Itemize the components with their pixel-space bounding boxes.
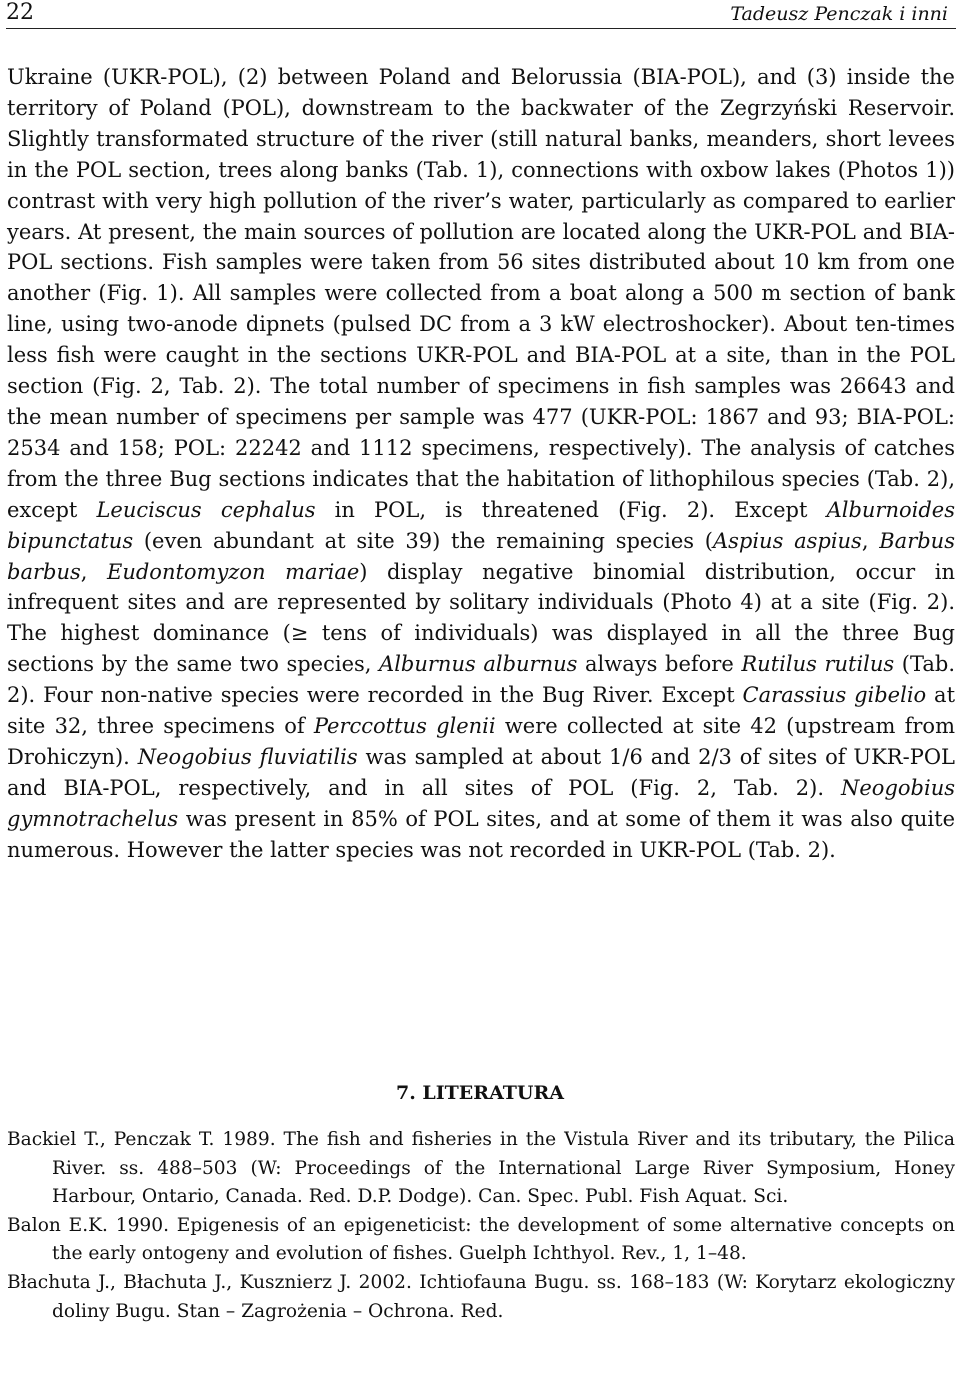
body-text-run: was present in 85% of POL sites, and at some of them it was also quite numerous. However the latter species was not recorded in UKR-POL (Tab. 2). [7, 806, 955, 862]
species-name: Perccottus glenii [313, 714, 496, 739]
species-name: Neogobius fluviatilis [137, 744, 358, 769]
species-name: Rutilus rutilus [741, 652, 895, 677]
body-text-run: , [80, 559, 107, 584]
species-name: Aspius aspius [712, 528, 862, 553]
body-text-run: was sampled at about 1/6 and 2/3 of sites of UKR-POL and BIA-POL, respectively, and in all sites of POL (Fig. 2, Tab. 2). [7, 744, 955, 800]
running-header [6, 0, 956, 29]
body-text-run: (even abundant at site 39) the remaining species ( [133, 528, 713, 553]
species-name: Carassius gibelio [742, 683, 927, 708]
species-name: Barbus barbus [7, 528, 955, 584]
body-text-run: were collected at site 42 (upstream from Drohiczyn). [7, 714, 955, 769]
section-heading: 7. LITERATURA [395, 1082, 565, 1104]
body-paragraph [7, 62, 955, 866]
reference-item: Backiel T., Penczak T. 1989. The fish and fisheries in the Vistula River and its tributary, the Pilica River. ss. 488–503 (W: Proceedings of the International Large River Symposium, Honey Harbour, Ontario, Canada. Red. D.P. Dodge). Can. Spec. Publ. Fish Aquat. Sci. [7, 1129, 955, 1208]
body-text-run: (Tab. 2). Four non-native species were recorded in the Bug River. Except [7, 652, 956, 708]
body-text-run: , [861, 528, 880, 553]
body-text-run: always before [577, 652, 742, 677]
reference-item: Balon E.K. 1990. Epigenesis of an epigeneticist: the development of some alternative concepts on the early ontogeny and evolution of fishes. Guelph Ichthyol. Rev., 1, 1–48. [7, 1214, 955, 1265]
body-text-run: at site 32, three specimens of [7, 683, 956, 739]
species-name: Leuciscus cephalus [96, 497, 316, 522]
body-text-run: Ukraine (UKR-POL), (2) between Poland and Belorussia (BIA-POL), and (3) inside the territory of Poland (POL), downstream to the backwater of the Zegrzyński Reservoir. Slightly transformated structure of the river (still natural banks, meanders, short levees in the POL section, trees along banks (Tab. 1), connections with oxbow lakes (Photos 1)) contrast with very high pollution of the river’s water, particularly as compared to earlier years. At present, the main sources of pollution are located along the UKR-POL and BIA-POL sections. Fish samples were taken from 56 sites distributed about 10 km from one another (Fig. 1). All samples were collected from a boat along a 500 m section of bank line, using two-anode dipnets (pulsed DC from a 3 kW electroshocker). About ten-times less fish were caught in the sections UKR-POL and BIA-POL at a site, than in the POL section (Fig. 2, Tab. 2). The total number of specimens in fish samples was 26643 and the mean number of specimens per sample was 477 (UKR-POL: 1867 and 93; BIA-POL: 2534 and 158; POL: 22242 and 1112 specimens, respectively). The analysis of catches from the three Bug sections indicates that the habitation of lithophilous species (Tab. 2), except [7, 65, 955, 522]
reference-list [7, 1126, 955, 1326]
page-number: 22 [6, 0, 34, 25]
running-title: Tadeusz Penczak i inni [730, 3, 948, 25]
species-name: Neogobius gymnotrachelus [7, 775, 955, 831]
reference-item: Błachuta J., Błachuta J., Kusznierz J. 2002. Ichtiofauna Bugu. ss. 168–183 (W: Korytarz ekologiczny doliny Bugu. Stan – Zagrożenia – Ochrona. Red. [7, 1271, 955, 1322]
species-name: Alburnoides bipunctatus [7, 497, 955, 553]
body-text-run: in POL, is threatened (Fig. 2). Except [315, 497, 827, 522]
species-name: Alburnus alburnus [379, 652, 578, 677]
body-text-run: ) display negative binomial distribution, occur in infrequent sites and are represented by solitary individuals (Photo 4) at a site (Fig. 2). The highest dominance (≥ tens of individuals) was displayed in all the three Bug sections by the same two species, [7, 559, 955, 677]
species-name: Eudontomyzon mariae [107, 559, 360, 584]
